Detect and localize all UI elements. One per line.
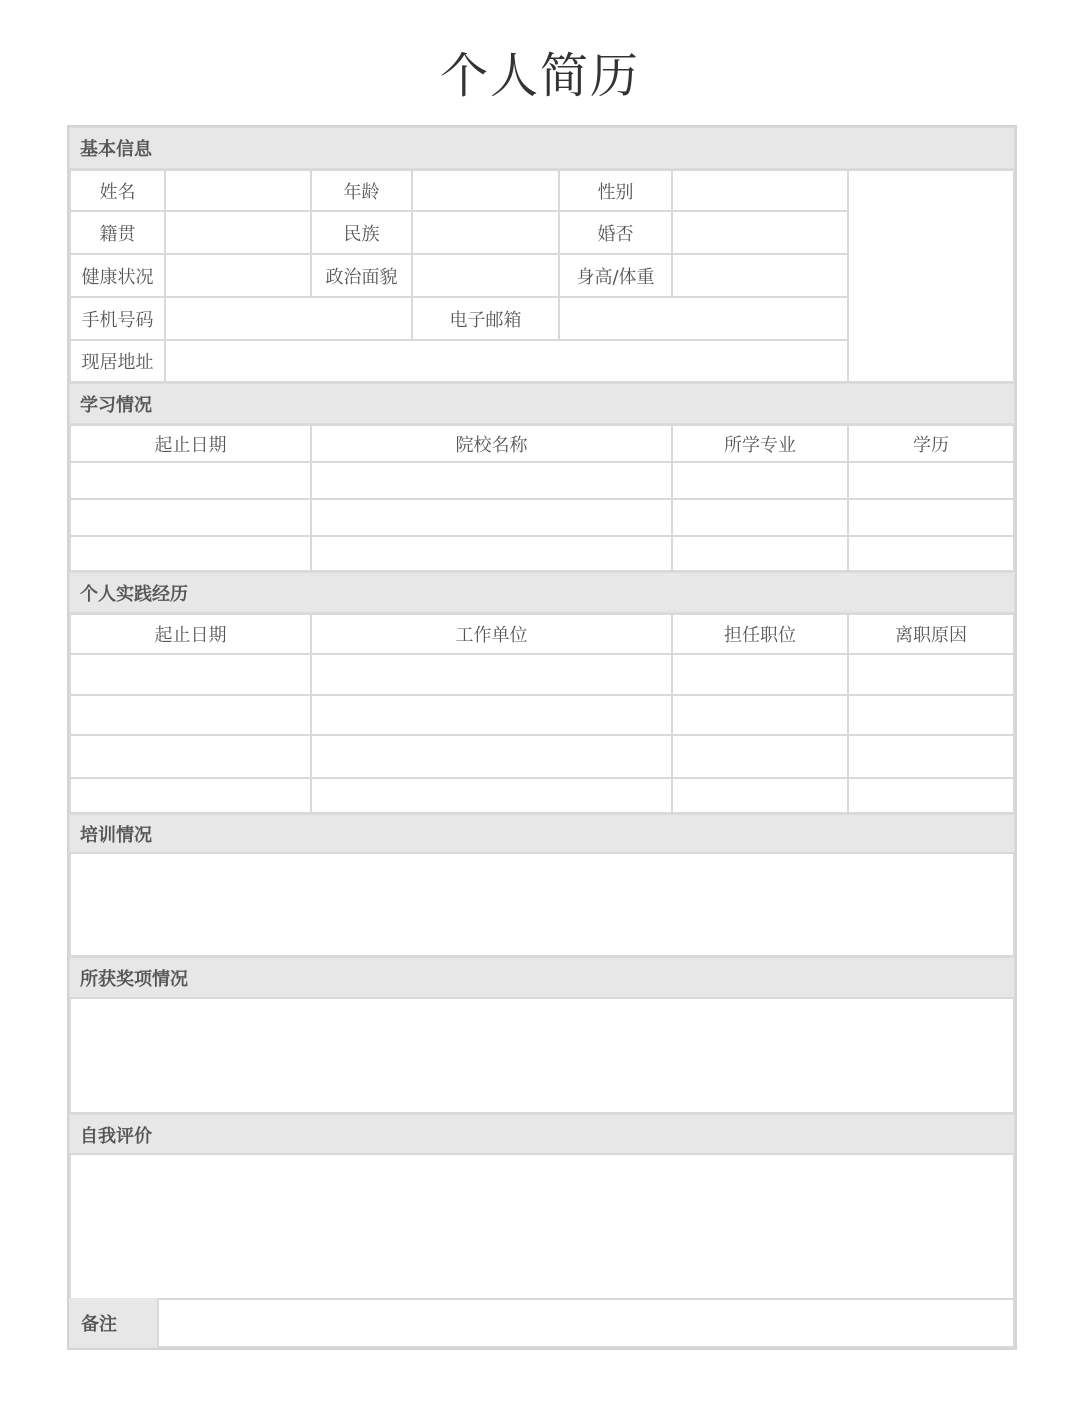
edu-row-1-degree[interactable] xyxy=(847,461,1015,500)
input-age[interactable] xyxy=(411,169,560,212)
edu-header-school: 院校名称 xyxy=(310,424,673,463)
practice-row-4-reason[interactable] xyxy=(847,777,1015,814)
section-awards: 所获奖项情况 xyxy=(69,957,1015,999)
section-training: 培训情况 xyxy=(69,814,1015,854)
practice-row-3-dates[interactable] xyxy=(69,734,312,779)
remarks-input[interactable] xyxy=(157,1298,1015,1348)
edu-row-3-dates[interactable] xyxy=(69,535,312,572)
practice-row-4-employer[interactable] xyxy=(310,777,673,814)
training-textarea[interactable] xyxy=(69,852,1015,957)
label-gender: 性别 xyxy=(558,169,673,212)
label-political: 政治面貌 xyxy=(310,253,413,298)
section-self-evaluation: 自我评价 xyxy=(69,1114,1015,1155)
practice-row-2-employer[interactable] xyxy=(310,694,673,736)
section-practice: 个人实践经历 xyxy=(69,572,1015,613)
edu-row-3-school[interactable] xyxy=(310,535,673,572)
label-remarks: 备注 xyxy=(69,1298,159,1348)
input-marital[interactable] xyxy=(671,210,849,255)
awards-textarea[interactable] xyxy=(69,997,1015,1114)
label-phone: 手机号码 xyxy=(69,296,166,341)
practice-row-1-position[interactable] xyxy=(671,653,849,696)
practice-header-employer: 工作单位 xyxy=(310,613,673,655)
label-height-weight: 身高/体重 xyxy=(558,253,673,298)
input-ethnicity[interactable] xyxy=(411,210,560,255)
practice-row-1-reason[interactable] xyxy=(847,653,1015,696)
label-native-place: 籍贯 xyxy=(69,210,166,255)
input-name[interactable] xyxy=(164,169,312,212)
section-education: 学习情况 xyxy=(69,383,1015,424)
edu-row-1-major[interactable] xyxy=(671,461,849,500)
input-health[interactable] xyxy=(164,253,312,298)
practice-row-1-employer[interactable] xyxy=(310,653,673,696)
label-age: 年龄 xyxy=(310,169,413,212)
edu-row-1-school[interactable] xyxy=(310,461,673,500)
edu-header-degree: 学历 xyxy=(847,424,1015,463)
label-address: 现居地址 xyxy=(69,339,166,383)
input-political[interactable] xyxy=(411,253,560,298)
practice-row-4-dates[interactable] xyxy=(69,777,312,814)
input-email[interactable] xyxy=(558,296,849,341)
input-address[interactable] xyxy=(164,339,849,383)
edu-row-2-degree[interactable] xyxy=(847,498,1015,537)
practice-header-dates: 起止日期 xyxy=(69,613,312,655)
edu-row-2-dates[interactable] xyxy=(69,498,312,537)
practice-header-reason: 离职原因 xyxy=(847,613,1015,655)
label-ethnicity: 民族 xyxy=(310,210,413,255)
edu-row-2-major[interactable] xyxy=(671,498,849,537)
edu-row-2-school[interactable] xyxy=(310,498,673,537)
practice-header-position: 担任职位 xyxy=(671,613,849,655)
photo-box[interactable] xyxy=(847,169,1015,383)
edu-row-3-major[interactable] xyxy=(671,535,849,572)
label-health: 健康状况 xyxy=(69,253,166,298)
edu-header-dates: 起止日期 xyxy=(69,424,312,463)
input-phone[interactable] xyxy=(164,296,413,341)
practice-row-2-dates[interactable] xyxy=(69,694,312,736)
practice-row-4-position[interactable] xyxy=(671,777,849,814)
edu-row-3-degree[interactable] xyxy=(847,535,1015,572)
edu-row-1-dates[interactable] xyxy=(69,461,312,500)
input-gender[interactable] xyxy=(671,169,849,212)
self-evaluation-textarea[interactable] xyxy=(69,1153,1015,1300)
page-title: 个人简历 xyxy=(439,48,640,104)
label-name: 姓名 xyxy=(69,169,166,212)
practice-row-3-employer[interactable] xyxy=(310,734,673,779)
practice-row-1-dates[interactable] xyxy=(69,653,312,696)
practice-row-2-reason[interactable] xyxy=(847,694,1015,736)
practice-row-3-position[interactable] xyxy=(671,734,849,779)
practice-row-3-reason[interactable] xyxy=(847,734,1015,779)
label-marital: 婚否 xyxy=(558,210,673,255)
input-native-place[interactable] xyxy=(164,210,312,255)
edu-header-major: 所学专业 xyxy=(671,424,849,463)
section-basic-info: 基本信息 xyxy=(69,127,1015,169)
label-email: 电子邮箱 xyxy=(411,296,560,341)
practice-row-2-position[interactable] xyxy=(671,694,849,736)
input-height-weight[interactable] xyxy=(671,253,849,298)
